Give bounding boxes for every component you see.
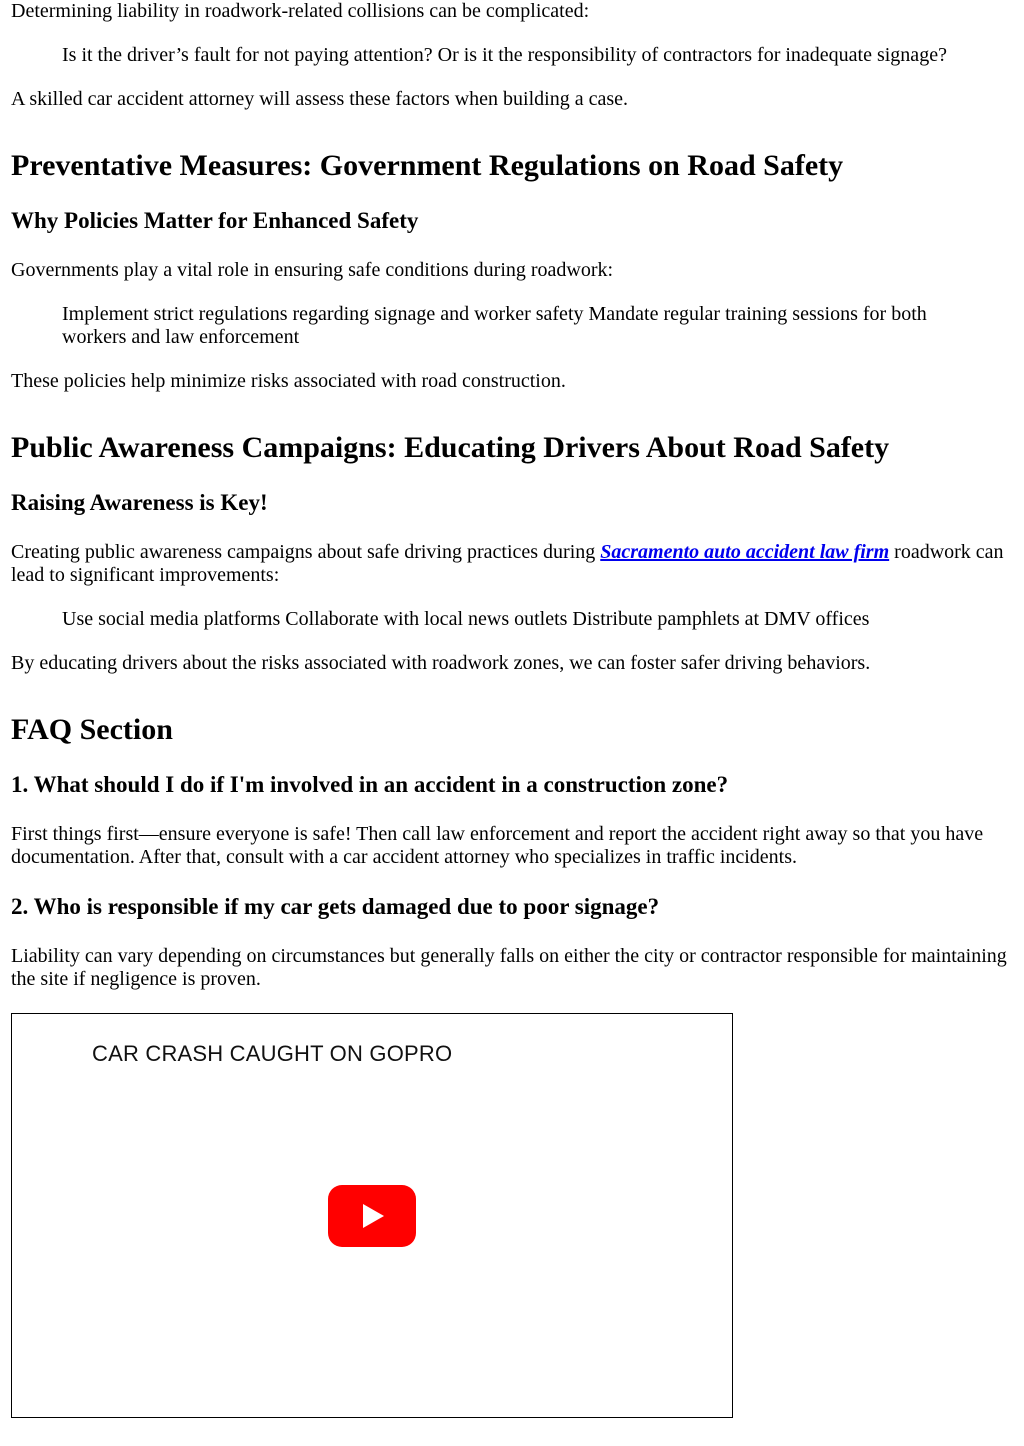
awareness-subheading: Raising Awareness is Key! [11,490,268,515]
intro-followup: A skilled car accident attorney will assess these factors when building a case. [11,88,629,110]
awareness-text-before-link: Creating public awareness campaigns about safe driving practices during [11,541,601,563]
faq-heading: FAQ Section [11,713,173,746]
awareness-text [11,541,1013,587]
regulations-heading: Preventative Measures: Government Regulations on Road Safety [11,149,844,182]
youtube-play-icon[interactable] [328,1185,416,1247]
awareness-heading: Public Awareness Campaigns: Educating Drivers About Road Safety [11,431,890,464]
intro-quote: Is it the driver’s fault for not paying attention? Or is it the responsibility of contractors for inadequate signage? [62,44,947,66]
law-firm-link[interactable]: Sacramento auto accident law firm [600,541,890,563]
faq-question-2: 2. Who is responsible if my car gets damaged due to poor signage? [11,894,660,919]
regulations-text: Governments play a vital role in ensuring safe conditions during roadwork: [11,259,614,281]
awareness-text-after-link: roadwork can lead to significant improvements: [11,541,1004,586]
intro-text: Determining liability in roadwork-related collisions can be complicated: [11,0,590,22]
video-title[interactable]: CAR CRASH CAUGHT ON GOPRO [92,1041,453,1066]
video-embed[interactable] [11,1013,733,1418]
awareness-followup: By educating drivers about the risks associated with roadwork zones, we can foster safer driving behaviors. [11,652,871,674]
regulations-followup: These policies help minimize risks associated with road construction. [11,370,566,392]
awareness-quote: Use social media platforms Collaborate with local news outlets Distribute pamphlets at DMV offices [62,608,870,630]
regulations-subheading: Why Policies Matter for Enhanced Safety [11,208,419,233]
faq-answer-2: Liability can vary depending on circumstances but generally falls on either the city or contractor responsible for maintaining the site if negligence is proven. [11,945,1007,990]
faq-question-1: 1. What should I do if I'm involved in an accident in a construction zone? [11,772,729,797]
regulations-quote: Implement strict regulations regarding signage and worker safety Mandate regular training sessions for both workers and law enforcement [62,303,927,348]
faq-answer-1: First things first—ensure everyone is safe! Then call law enforcement and report the accident right away so that you have documentation. After that, consult with a car accident attorney who specializes in traffic incidents. [11,823,984,868]
